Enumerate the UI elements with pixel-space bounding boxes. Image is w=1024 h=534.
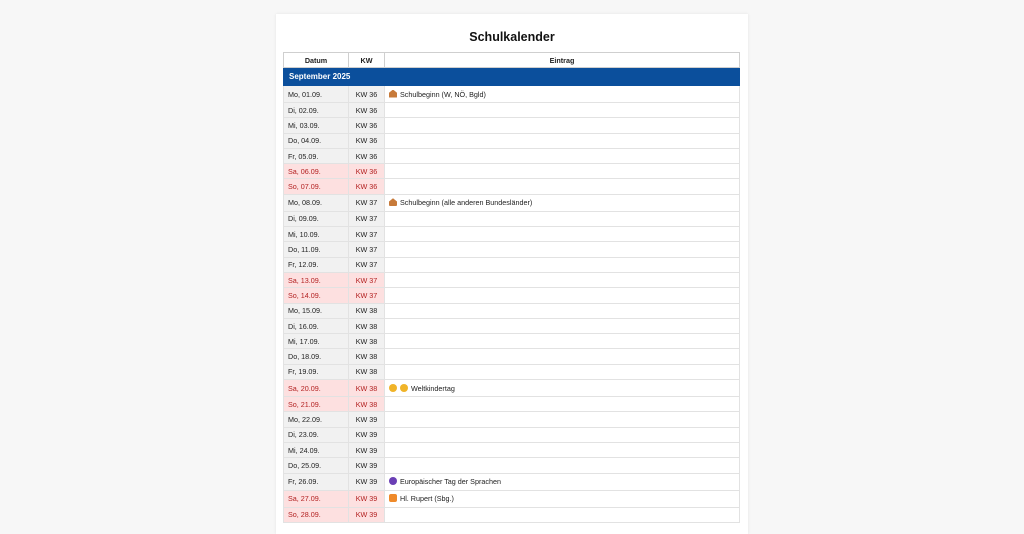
date-cell: Do, 11.09. <box>284 242 349 257</box>
entry-cell <box>385 179 740 194</box>
kw-cell: KW 37 <box>349 242 385 257</box>
entry-text: Schulbeginn (W, NÖ, Bgld) <box>400 89 486 99</box>
entry-cell <box>385 194 740 211</box>
page-title: Schulkalender <box>469 30 555 44</box>
kw-cell: KW 39 <box>349 458 385 473</box>
kw-cell: KW 37 <box>349 227 385 242</box>
table-row <box>284 103 740 118</box>
date-cell: Mo, 08.09. <box>284 194 349 211</box>
date-cell: Fr, 26.09. <box>284 473 349 490</box>
date-cell: So, 28.09. <box>284 507 349 522</box>
table-row <box>284 427 740 442</box>
column-header-entry: Eintrag <box>385 53 740 68</box>
kw-cell: KW 38 <box>349 334 385 349</box>
date-cell: Do, 04.09. <box>284 133 349 148</box>
kw-cell: KW 36 <box>349 118 385 133</box>
table-row <box>284 164 740 179</box>
entry-cell <box>385 397 740 412</box>
kw-cell: KW 37 <box>349 272 385 287</box>
entry-cell <box>385 257 740 272</box>
entry-cell <box>385 427 740 442</box>
globe-icon <box>389 477 397 485</box>
date-cell: So, 21.09. <box>284 397 349 412</box>
kw-cell: KW 38 <box>349 397 385 412</box>
table-header-row <box>284 53 740 68</box>
kw-cell: KW 36 <box>349 148 385 163</box>
date-cell: So, 14.09. <box>284 288 349 303</box>
table-row <box>284 179 740 194</box>
entry-cell <box>385 380 740 397</box>
table-row <box>284 148 740 163</box>
kw-cell: KW 36 <box>349 179 385 194</box>
table-row <box>284 86 740 103</box>
date-cell: So, 07.09. <box>284 179 349 194</box>
balloon-icon <box>400 384 408 392</box>
kw-cell: KW 37 <box>349 211 385 226</box>
table-row <box>284 288 740 303</box>
table-row <box>284 507 740 522</box>
date-cell: Fr, 05.09. <box>284 148 349 163</box>
school-icon <box>389 90 397 98</box>
date-cell: Sa, 06.09. <box>284 164 349 179</box>
table-row <box>284 442 740 457</box>
entry-text: Weltkindertag <box>411 383 455 393</box>
date-cell: Do, 18.09. <box>284 349 349 364</box>
entry-cell <box>385 164 740 179</box>
kw-cell: KW 37 <box>349 288 385 303</box>
entry-text: Europäischer Tag der Sprachen <box>400 477 501 487</box>
entry-cell <box>385 334 740 349</box>
date-cell: Di, 16.09. <box>284 318 349 333</box>
entry-text: Hl. Rupert (Sbg.) <box>400 494 454 504</box>
date-cell: Sa, 27.09. <box>284 490 349 507</box>
kw-cell: KW 36 <box>349 164 385 179</box>
table-row <box>284 272 740 287</box>
entry-cell <box>385 227 740 242</box>
entry-cell <box>385 349 740 364</box>
table-row <box>284 318 740 333</box>
kw-cell: KW 37 <box>349 257 385 272</box>
children-icon <box>389 384 397 392</box>
entry-cell <box>385 507 740 522</box>
kw-cell: KW 39 <box>349 412 385 427</box>
table-row <box>284 194 740 211</box>
kw-cell: KW 37 <box>349 194 385 211</box>
kw-cell: KW 39 <box>349 442 385 457</box>
table-row <box>284 211 740 226</box>
kw-cell: KW 36 <box>349 86 385 103</box>
entry-cell <box>385 86 740 103</box>
kw-cell: KW 39 <box>349 427 385 442</box>
table-row <box>284 412 740 427</box>
date-cell: Do, 25.09. <box>284 458 349 473</box>
table-row <box>284 303 740 318</box>
table-row <box>284 473 740 490</box>
entry-cell <box>385 458 740 473</box>
table-row <box>284 227 740 242</box>
date-cell: Di, 09.09. <box>284 211 349 226</box>
entry-cell <box>385 211 740 226</box>
table-row <box>284 133 740 148</box>
date-cell: Mo, 15.09. <box>284 303 349 318</box>
kw-cell: KW 39 <box>349 490 385 507</box>
kw-cell: KW 36 <box>349 103 385 118</box>
month-label: September 2025 <box>284 68 740 86</box>
entry-cell <box>385 288 740 303</box>
table-row <box>284 397 740 412</box>
bag-icon <box>389 494 397 502</box>
table-row <box>284 458 740 473</box>
entry-cell <box>385 133 740 148</box>
kw-cell: KW 39 <box>349 507 385 522</box>
entry-cell <box>385 103 740 118</box>
kw-cell: KW 38 <box>349 349 385 364</box>
entry-cell <box>385 490 740 507</box>
table-row <box>284 242 740 257</box>
column-header-kw: KW <box>349 53 385 68</box>
table-row <box>284 364 740 379</box>
kw-cell: KW 38 <box>349 303 385 318</box>
kw-cell: KW 38 <box>349 364 385 379</box>
date-cell: Sa, 20.09. <box>284 380 349 397</box>
table-row <box>284 118 740 133</box>
date-cell: Mi, 03.09. <box>284 118 349 133</box>
date-cell: Mi, 24.09. <box>284 442 349 457</box>
table-row <box>284 490 740 507</box>
month-header-row <box>284 68 740 86</box>
date-cell: Fr, 19.09. <box>284 364 349 379</box>
table-row <box>284 349 740 364</box>
date-cell: Mi, 10.09. <box>284 227 349 242</box>
date-cell: Mo, 01.09. <box>284 86 349 103</box>
table-row <box>284 334 740 349</box>
date-cell: Mi, 17.09. <box>284 334 349 349</box>
calendar-table <box>283 52 740 523</box>
entry-cell <box>385 318 740 333</box>
date-cell: Mo, 22.09. <box>284 412 349 427</box>
entry-cell <box>385 242 740 257</box>
date-cell: Di, 23.09. <box>284 427 349 442</box>
entry-cell <box>385 412 740 427</box>
kw-cell: KW 38 <box>349 318 385 333</box>
entry-cell <box>385 148 740 163</box>
date-cell: Sa, 13.09. <box>284 272 349 287</box>
entry-cell <box>385 442 740 457</box>
entry-cell <box>385 364 740 379</box>
column-header-date: Datum <box>284 53 349 68</box>
kw-cell: KW 38 <box>349 380 385 397</box>
calendar-card <box>276 14 748 534</box>
table-row <box>284 380 740 397</box>
entry-cell <box>385 303 740 318</box>
entry-cell <box>385 118 740 133</box>
date-cell: Di, 02.09. <box>284 103 349 118</box>
school-icon <box>389 198 397 206</box>
table-row <box>284 257 740 272</box>
entry-cell <box>385 272 740 287</box>
entry-cell <box>385 473 740 490</box>
entry-text: Schulbeginn (alle anderen Bundesländer) <box>400 198 533 208</box>
kw-cell: KW 39 <box>349 473 385 490</box>
kw-cell: KW 36 <box>349 133 385 148</box>
date-cell: Fr, 12.09. <box>284 257 349 272</box>
